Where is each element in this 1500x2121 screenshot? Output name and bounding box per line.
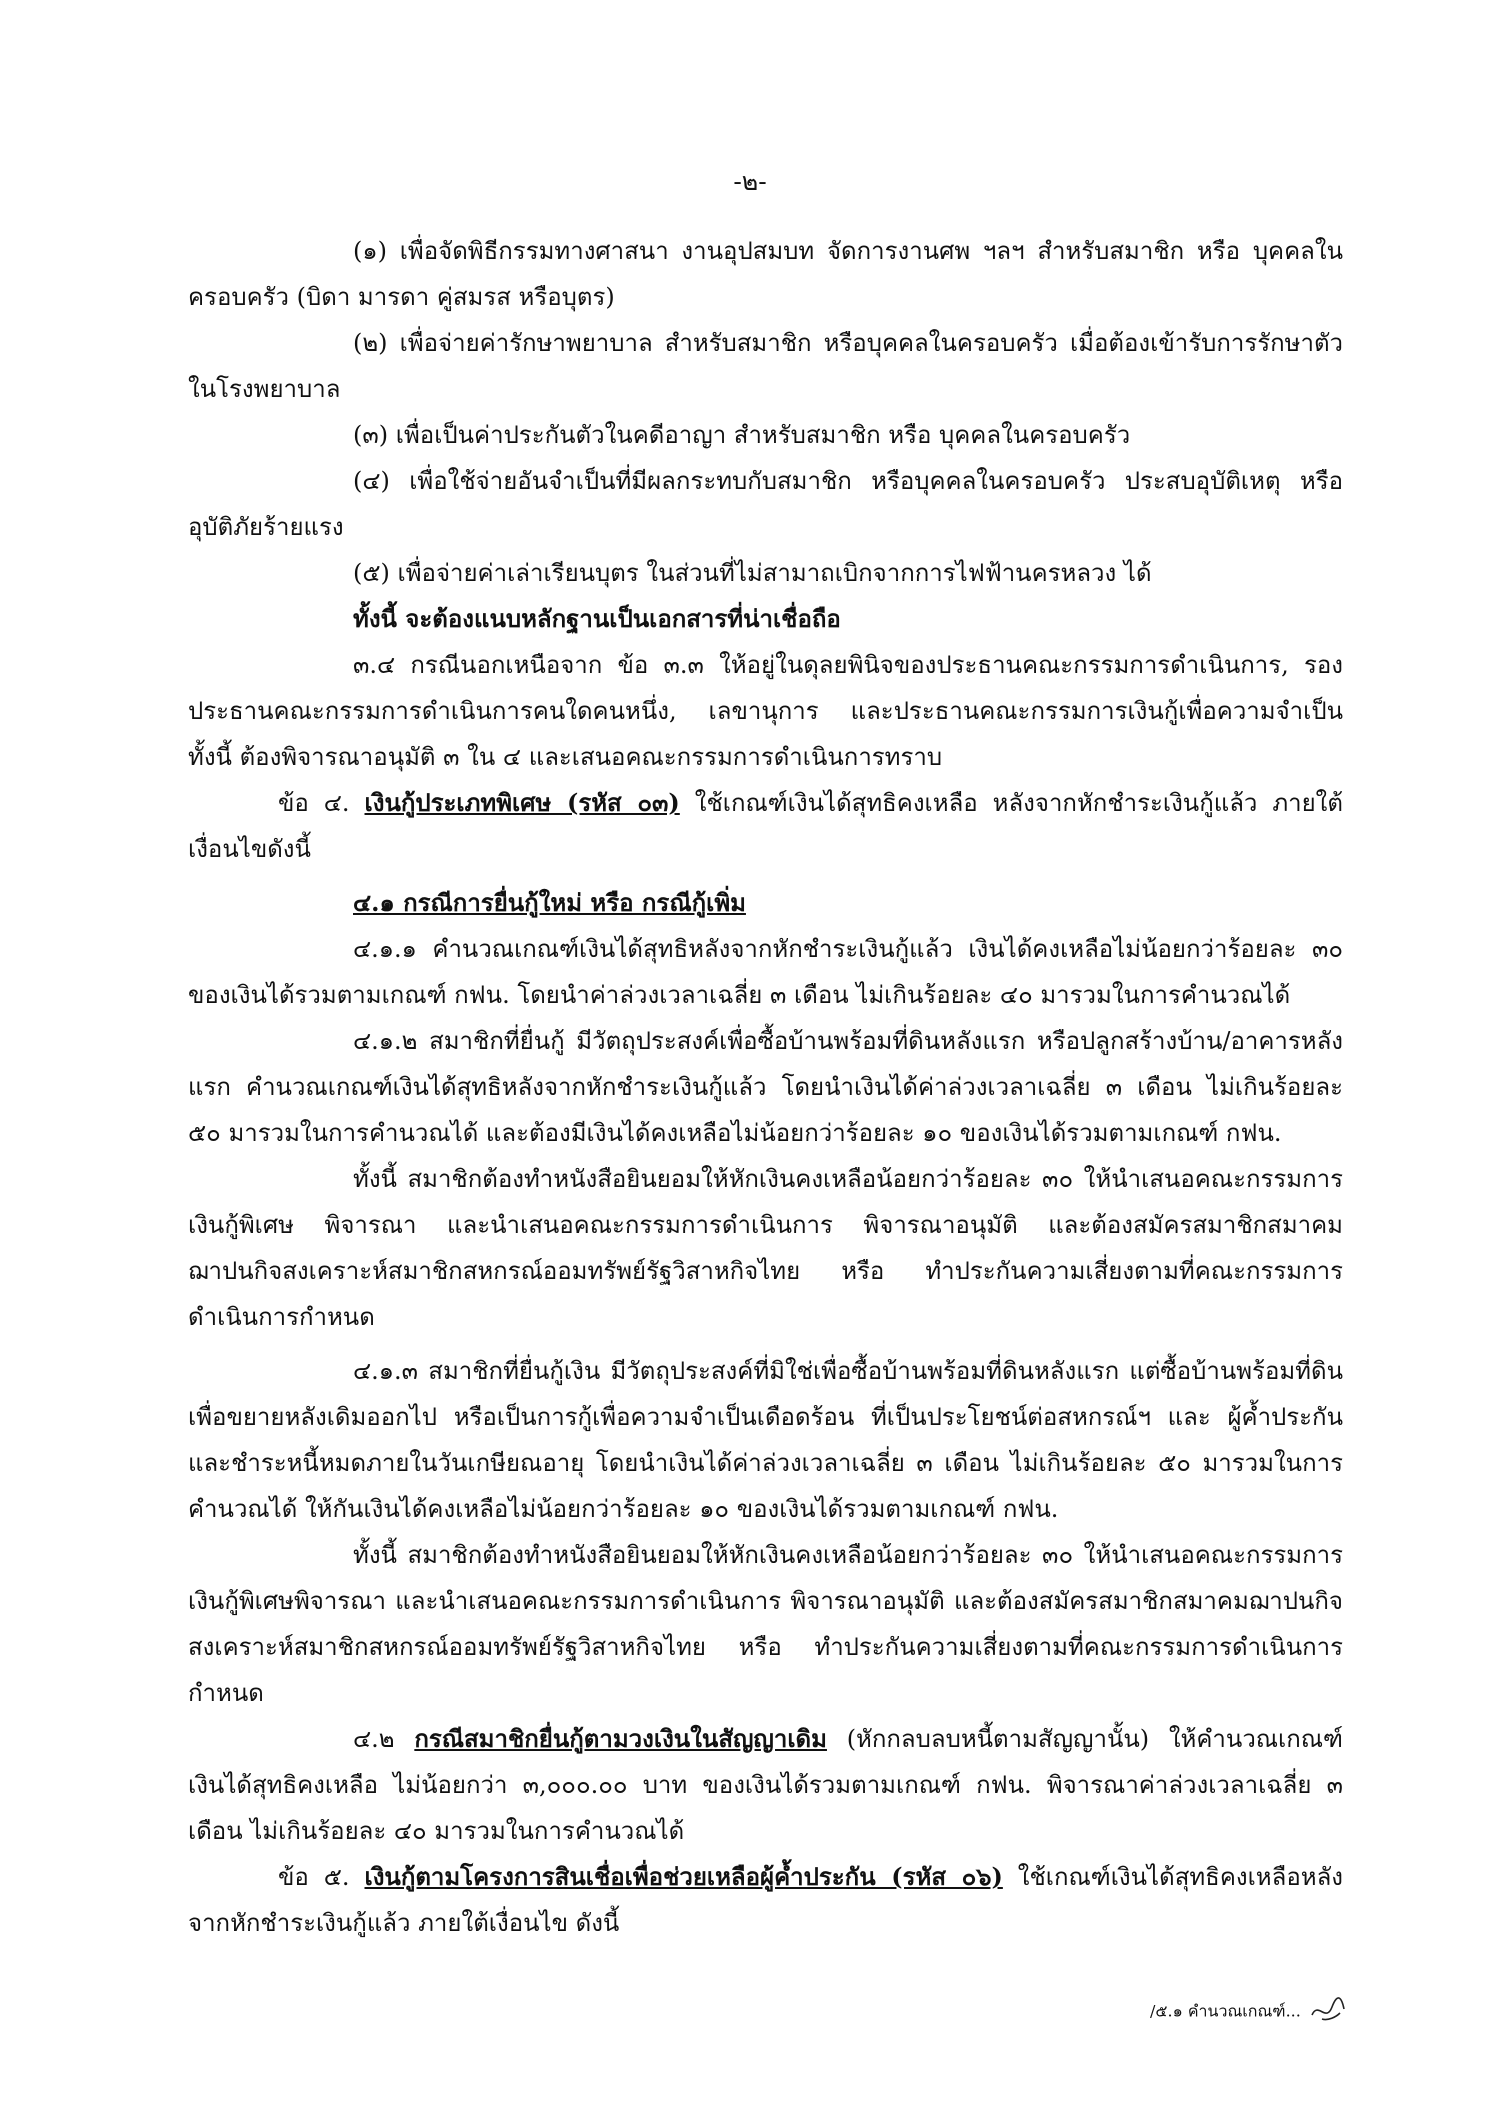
subsection-4-2-prefix: ๔.๒ bbox=[353, 1725, 395, 1753]
section-5 bbox=[188, 1854, 1343, 1946]
subsection-4-2 bbox=[188, 1716, 1343, 1854]
section-4-text: ใช้เกณฑ์เงินได้สุทธิคงเหลือ หลังจากหักชำระเงินกู้แล้ว ภายใต้เงื่อนไขดังนี้ bbox=[188, 789, 1343, 863]
paragraph-4-1-1: ๔.๑.๑ คำนวณเกณฑ์เงินได้สุทธิหลังจากหักชำระเงินกู้แล้ว เงินได้คงเหลือไม่น้อยกว่าร้อยละ ๓๐ ของเงินได้รวมตามเกณฑ์ กฟน. โดยนำค่าล่วงเวลาเฉลี่ย ๓ เดือน ไม่เกินร้อยละ ๔๐ มารวมในการคำนวณได้ bbox=[188, 935, 1343, 1009]
paragraph-6-note: ทั้งนี้ จะต้องแนบหลักฐานเป็นเอกสารที่น่าเชื่อถือ bbox=[353, 604, 841, 633]
paragraph-4-1-3-note: ทั้งนี้ สมาชิกต้องทำหนังสือยินยอมให้หักเงินคงเหลือน้อยกว่าร้อยละ ๓๐ ให้นำเสนอคณะกรรมการเงินกู้พิเศษพิจารณา และนำเสนอคณะกรรมการดำเนินการ พิจารณาอนุมัติ และต้องสมัครสมาชิกสมาคมฌาปนกิจสงเคราะห์สมาชิกสหกรณ์ออมทรัพย์รัฐวิสาหกิจไทย หรือ ทำประกันความเสี่ยงตามที่คณะกรรมการดำเนินการกำหนด bbox=[188, 1541, 1343, 1707]
section-5-heading: เงินกู้ตามโครงการสินเชื่อเพื่อช่วยเหลือผู้ค้ำประกัน (รหัส ๐๖) bbox=[364, 1862, 1003, 1891]
paragraph-3: (๓) เพื่อเป็นค่าประกันตัวในคดีอาญา สำหรับสมาชิก หรือ บุคคลในครอบครัว bbox=[353, 421, 1131, 449]
subsection-4-2-text: (หักกลบลบหนี้ตามสัญญานั้น) ให้คำนวณเกณฑ์เงินได้สุทธิคงเหลือ ไม่น้อยกว่า ๓,๐๐๐.๐๐ บาท ของเงินได้รวมตามเกณฑ์ กฟน. พิจารณาค่าล่วงเวลาเฉลี่ย ๓ เดือน ไม่เกินร้อยละ ๔๐ มารวมในการคำนวณได้ bbox=[188, 1725, 1343, 1845]
subsection-4-1-heading: ๔.๑ กรณีการยื่นกู้ใหม่ หรือ กรณีกู้เพิ่ม bbox=[353, 888, 746, 917]
paragraph-1: (๑) เพื่อจัดพิธีกรรมทางศาสนา งานอุปสมบท จัดการงานศพ ฯลฯ สำหรับสมาชิก หรือ บุคคลในครอบครัว (บิดา มารดา คู่สมรส หรือบุตร) bbox=[188, 237, 1343, 311]
paragraph-2: (๒) เพื่อจ่ายค่ารักษาพยาบาล สำหรับสมาชิก หรือบุคคลในครอบครัว เมื่อต้องเข้ารับการรักษาตัวในโรงพยาบาล bbox=[188, 329, 1343, 403]
signature-mark bbox=[1308, 1995, 1348, 2029]
section-4 bbox=[188, 780, 1343, 872]
document-body bbox=[188, 228, 1343, 1946]
paragraph-4-1-2: ๔.๑.๒ สมาชิกที่ยื่นกู้ มีวัตถุประสงค์เพื่อซื้อบ้านพร้อมที่ดินหลังแรก หรือปลูกสร้างบ้าน/อาคารหลังแรก คำนวณเกณฑ์เงินได้สุทธิหลังจากหักชำระเงินกู้แล้ว โดยนำเงินได้ค่าล่วงเวลาเฉลี่ย ๓ เดือน ไม่เกินร้อยละ ๕๐ มารวมในการคำนวณได้ และต้องมีเงินได้คงเหลือไม่น้อยกว่าร้อยละ ๑๐ ของเงินได้รวมตามเกณฑ์ กฟน. bbox=[188, 1027, 1343, 1147]
subsection-4-2-heading: กรณีสมาชิกยื่นกู้ตามวงเงินในสัญญาเดิม bbox=[414, 1724, 827, 1753]
section-4-heading: เงินกู้ประเภทพิเศษ (รหัส ๐๓) bbox=[364, 788, 680, 817]
continuation-text: /๕.๑ คำนวณเกณฑ์... bbox=[1150, 2001, 1301, 2021]
page-number: -๒- bbox=[733, 167, 767, 196]
section-4-prefix: ข้อ ๔. bbox=[278, 789, 350, 817]
paragraph-4: (๔) เพื่อใช้จ่ายอันจำเป็นที่มีผลกระทบกับสมาชิก หรือบุคคลในครอบครัว ประสบอุบัติเหตุ หรืออุบัติภัยร้ายแรง bbox=[188, 467, 1343, 541]
continuation-note bbox=[1150, 1995, 1348, 2029]
section-5-text: ใช้เกณฑ์เงินได้สุทธิคงเหลือหลังจากหักชำระเงินกู้แล้ว ภายใต้เงื่อนไข ดังนี้ bbox=[188, 1863, 1343, 1937]
paragraph-4-1-2-note: ทั้งนี้ สมาชิกต้องทำหนังสือยินยอมให้หักเงินคงเหลือน้อยกว่าร้อยละ ๓๐ ให้นำเสนอคณะกรรมการเงินกู้พิเศษ พิจารณา และนำเสนอคณะกรรมการดำเนินการ พิจารณาอนุมัติ และต้องสมัครสมาชิกสมาคมฌาปนกิจสงเคราะห์สมาชิกสหกรณ์ออมทรัพย์รัฐวิสาหกิจไทย หรือ ทำประกันความเสี่ยงตามที่คณะกรรมการดำเนินการกำหนด bbox=[188, 1165, 1343, 1331]
paragraph-7: ๓.๔ กรณีนอกเหนือจาก ข้อ ๓.๓ ให้อยู่ในดุลยพินิจของประธานคณะกรรมการดำเนินการ, รองประธานคณะกรรมการดำเนินการคนใดคนหนึ่ง, เลขานุการ และประธานคณะกรรมการเงินกู้เพื่อความจำเป็น ทั้งนี้ ต้องพิจารณาอนุมัติ ๓ ใน ๔ และเสนอคณะกรรมการดำเนินการทราบ bbox=[188, 651, 1343, 771]
paragraph-5: (๕) เพื่อจ่ายค่าเล่าเรียนบุตร ในส่วนที่ไม่สามาถเบิกจากการไฟฟ้านครหลวง ได้ bbox=[353, 559, 1152, 587]
paragraph-4-1-3: ๔.๑.๓ สมาชิกที่ยื่นกู้เงิน มีวัตถุประสงค์ที่มิใช่เพื่อซื้อบ้านพร้อมที่ดินหลังแรก แต่ซื้อบ้านพร้อมที่ดินเพื่อขยายหลังเดิมออกไป หรือเป็นการกู้เพื่อความจำเป็นเดือดร้อน ที่เป็นประโยชน์ต่อสหกรณ์ฯ และ ผู้ค้ำประกันและชำระหนี้หมดภายในวันเกษียณอายุ โดยนำเงินได้ค่าล่วงเวลาเฉลี่ย ๓ เดือน ไม่เกินร้อยละ ๕๐ มารวมในการคำนวณได้ ให้กันเงินได้คงเหลือไม่น้อยกว่าร้อยละ ๑๐ ของเงินได้รวมตามเกณฑ์ กฟน. bbox=[188, 1357, 1343, 1523]
section-5-prefix: ข้อ ๕. bbox=[278, 1863, 350, 1891]
